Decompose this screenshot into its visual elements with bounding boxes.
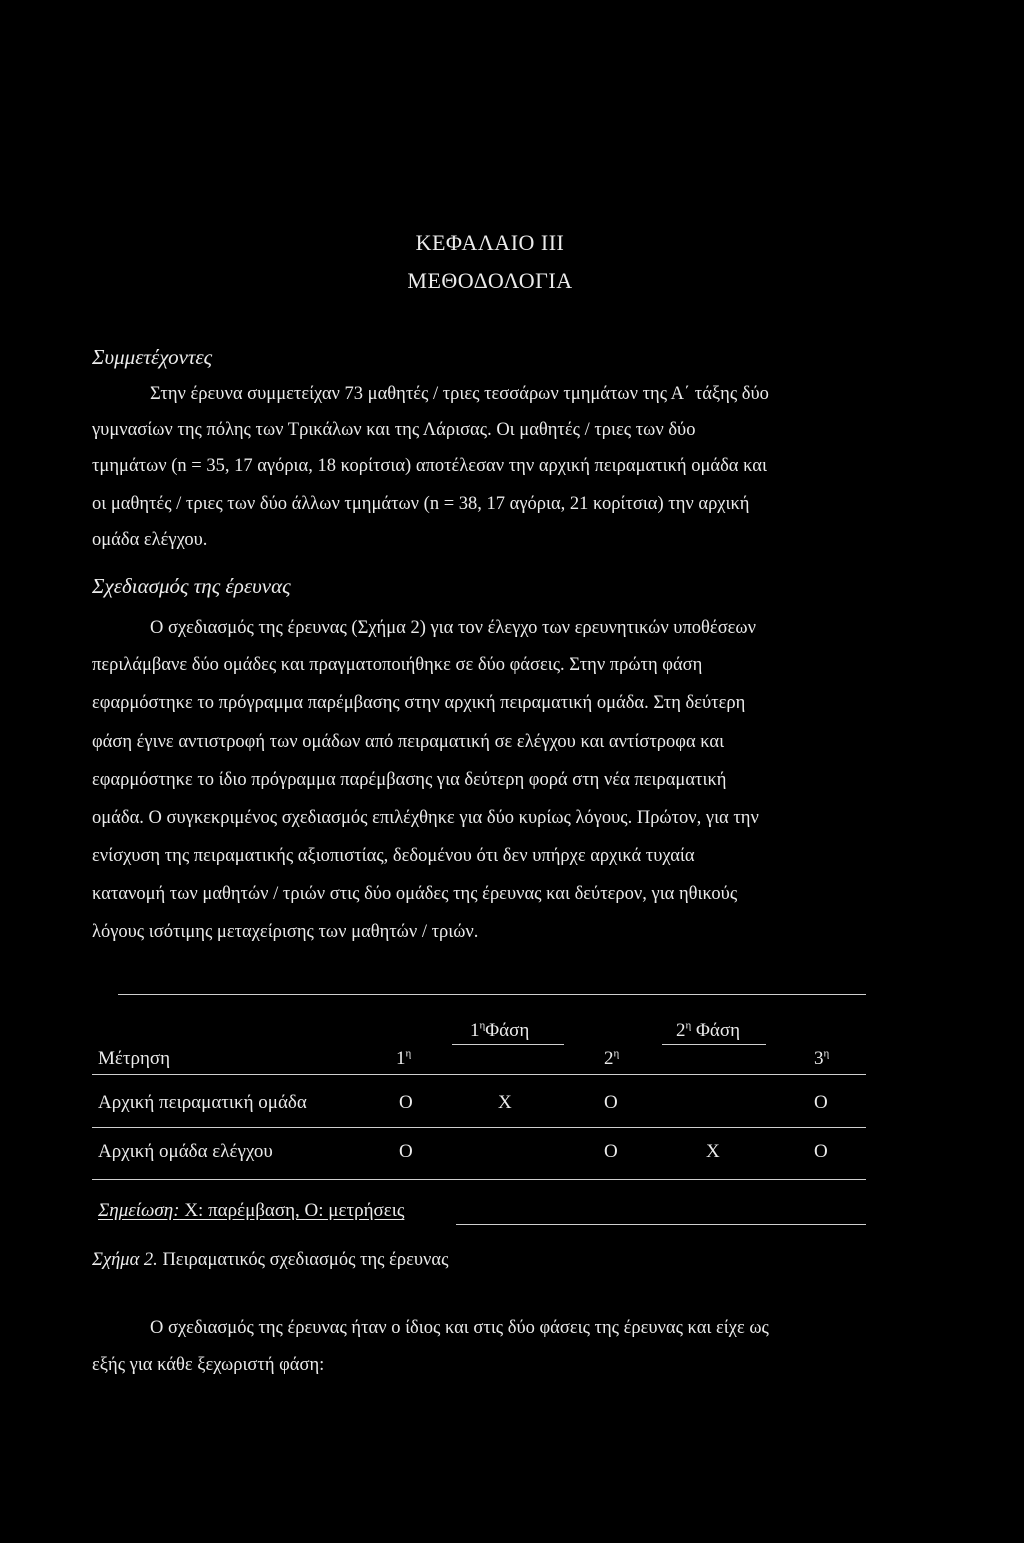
design-line: περιλάμβανε δύο ομάδες και πραγματοποιήθηκε σε δύο φάσεις. Στην πρώτη φάση [92,655,703,675]
measurement-3: $3^\eta$ [814,1047,830,1069]
design-line: κατανομή των μαθητών / τριών στις δύο ομάδες της έρευνας και δεύτερον, για ηθικούς [92,884,738,904]
row-cell: Χ [706,1141,720,1162]
phase-1-header: $1^\eta\Phi ά\sigma\eta$ [470,1019,530,1041]
design-line: ενίσχυση της πειραματικής αξιοπιστίας, δεδομένου ότι δεν υπήρχε αρχικά τυχαία [92,846,695,866]
participants-line: ομάδα ελέγχου. [92,530,208,550]
row-label: Αρχική ομάδα ελέγχου [98,1141,273,1162]
note-rule [456,1224,866,1225]
row-cell: Χ [498,1092,512,1113]
row-cell: Ο [399,1092,413,1113]
row-cell: Ο [604,1092,618,1113]
phase-2-underline [662,1044,766,1045]
closing-line: εξής για κάθε ξεχωριστή φάση: [92,1355,325,1375]
header-rule [92,1074,866,1075]
participants-line: οι μαθητές / τριες των δύο άλλων τμημάτων (n = 38, 17 αγόρια, 21 κορίτσια) την αρχική [92,494,750,514]
chapter-title: ΜΕΘΟΔΟΛΟΓΙΑ [407,268,573,293]
row-label: Αρχική πειραματική ομάδα [98,1092,307,1113]
design-line: εφαρμόστηκε το πρόγραμμα παρέμβασης στην αρχική πειραματική ομάδα. Στη δεύτερη [92,693,746,713]
measurement-2: $2^\eta$ [604,1047,620,1069]
row-cell: Ο [814,1092,828,1113]
measurement-label: Μέτρηση [98,1048,171,1069]
phase-1-underline [452,1044,564,1045]
design-heading: Σχεδιασμός της έρευνας [92,574,291,598]
figure-caption: Σχήμα 2. Πειραματικός σχεδιασμός της έρευνας [92,1250,449,1270]
row-rule [92,1127,866,1128]
row-cell: Ο [814,1141,828,1162]
participants-line: τμημάτων (n = 35, 17 αγόρια, 18 κορίτσια) αποτέλεσαν την αρχική πειραματική ομάδα και [92,456,767,476]
design-line: Ο σχεδιασμός της έρευνας (Σχήμα 2) για τον έλεγχο των ερευνητικών υποθέσεων [150,618,756,638]
row-cell: Ο [604,1141,618,1162]
participants-line: Στην έρευνα συμμετείχαν 73 μαθητές / τριες τεσσάρων τμημάτων της Α΄ τάξης δύο [150,384,769,404]
measurement-1: $1^\eta$ [396,1047,412,1069]
design-line: εφαρμόστηκε το ίδιο πρόγραμμα παρέμβασης για δεύτερη φορά στη νέα πειραματική [92,770,727,790]
chapter-number: ΚΕΦΑΛΑΙΟ ΙΙΙ [415,230,565,255]
design-line: λόγους ισότιμης μεταχείρισης των μαθητών / τριών. [92,922,479,942]
row-cell: Ο [399,1141,413,1162]
phase-2-header: $2^\eta$ Φάση [676,1019,741,1041]
figure-top-rule [118,994,866,995]
row-rule [92,1179,866,1180]
figure-note: Σημείωση: Χ: παρέμβαση, Ο: μετρήσεις [98,1200,405,1221]
closing-line: Ο σχεδιασμός της έρευνας ήταν ο ίδιος και στις δύο φάσεις της έρευνας και είχε ως [150,1318,769,1338]
participants-heading: Συμμετέχοντες [92,345,213,369]
participants-line: γυμνασίων της πόλης των Τρικάλων και της Λάρισας. Οι μαθητές / τριες των δύο [92,420,696,440]
design-line: φάση έγινε αντιστροφή των ομάδων από πειραματική σε ελέγχου και αντίστροφα και [92,732,725,752]
design-line: ομάδα. Ο συγκεκριμένος σχεδιασμός επιλέχθηκε για δύο κυρίως λόγους. Πρώτον, για την [92,808,759,828]
